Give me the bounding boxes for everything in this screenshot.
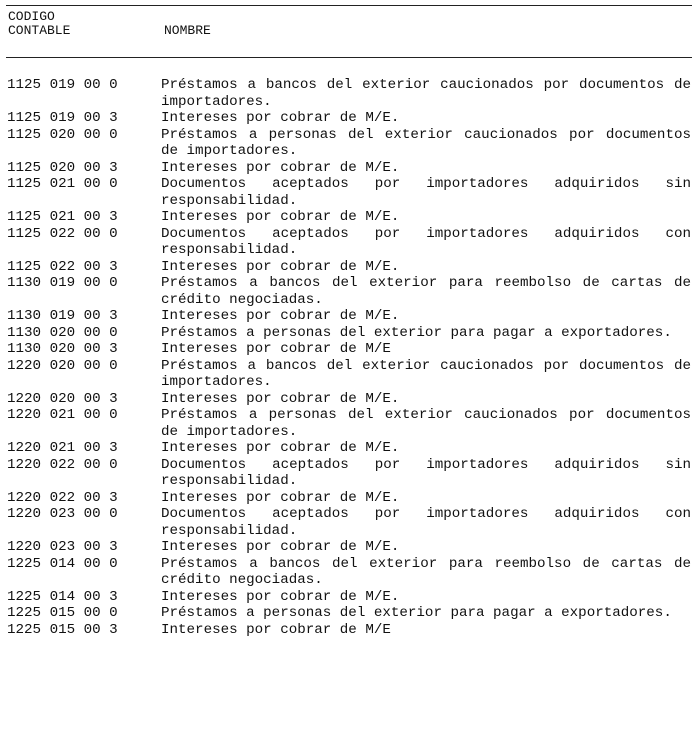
table-row xyxy=(7,77,691,110)
account-list xyxy=(7,77,691,638)
account-name: Préstamos a personas del exterior caucionados por documentos de importadores. xyxy=(161,126,691,159)
account-name: Intereses por cobrar de M/E. xyxy=(161,209,400,225)
account-name: Préstamos a bancos del exterior caucionados por documentos de importadores. xyxy=(161,357,691,390)
column-header-code xyxy=(8,10,70,38)
account-name: Intereses por cobrar de M/E xyxy=(161,341,391,357)
account-code: 1130 020 00 0 xyxy=(7,324,118,341)
account-code: 1225 015 00 3 xyxy=(7,621,118,638)
table-row xyxy=(7,110,691,127)
table-row xyxy=(7,160,691,177)
table-row xyxy=(7,341,691,358)
account-code: 1130 020 00 3 xyxy=(7,341,118,357)
table-row xyxy=(7,605,691,622)
table-row xyxy=(7,622,691,639)
account-code: 1125 022 00 3 xyxy=(7,258,118,275)
table-row xyxy=(7,275,691,308)
table-row xyxy=(7,556,691,589)
column-header-code-line1: CODIGO xyxy=(8,9,55,24)
column-header-name: NOMBRE xyxy=(164,23,211,38)
account-name: Intereses por cobrar de M/E. xyxy=(161,258,400,275)
account-name: Préstamos a personas del exterior para pagar a exportadores. xyxy=(161,605,672,621)
account-name: Intereses por cobrar de M/E. xyxy=(161,159,400,176)
account-name: Préstamos a bancos del exterior para reembolso de cartas de crédito negociadas. xyxy=(161,275,691,308)
account-code: 1220 021 00 3 xyxy=(7,440,118,456)
table-row xyxy=(7,391,691,408)
header-top-rule xyxy=(6,5,692,6)
account-code: 1125 019 00 3 xyxy=(7,110,118,126)
account-code: 1225 014 00 3 xyxy=(7,588,118,605)
account-name: Documentos aceptados por importadores adquiridos con responsabilidad. xyxy=(161,506,691,539)
table-row xyxy=(7,358,691,391)
table-row xyxy=(7,325,691,342)
account-name: Intereses por cobrar de M/E. xyxy=(161,308,400,324)
column-header-code-line2: CONTABLE xyxy=(8,23,71,38)
table-row xyxy=(7,226,691,259)
account-code: 1220 020 00 3 xyxy=(7,390,118,407)
account-name: Intereses por cobrar de M/E. xyxy=(161,539,400,555)
account-code: 1125 021 00 0 xyxy=(7,176,118,192)
account-code: 1125 022 00 0 xyxy=(7,225,118,242)
account-name: Documentos aceptados por importadores adquiridos sin responsabilidad. xyxy=(161,176,691,209)
account-code: 1125 021 00 3 xyxy=(7,209,118,225)
account-code: 1220 021 00 0 xyxy=(7,407,118,423)
table-row xyxy=(7,176,691,209)
account-code: 1125 020 00 3 xyxy=(7,159,118,176)
table-row xyxy=(7,308,691,325)
account-name: Intereses por cobrar de M/E xyxy=(161,621,391,638)
account-name: Préstamos a bancos del exterior caucionados por documentos de importadores. xyxy=(161,77,691,110)
account-code: 1220 022 00 3 xyxy=(7,489,118,506)
account-code: 1225 015 00 0 xyxy=(7,605,118,621)
account-name: Intereses por cobrar de M/E. xyxy=(161,440,400,456)
table-row xyxy=(7,127,691,160)
account-name: Documentos aceptados por importadores adquiridos con responsabilidad. xyxy=(161,225,691,258)
table-row xyxy=(7,259,691,276)
account-name: Documentos aceptados por importadores adquiridos sin responsabilidad. xyxy=(161,456,691,489)
account-code: 1225 014 00 0 xyxy=(7,555,118,572)
table-row xyxy=(7,209,691,226)
header-bottom-rule xyxy=(6,57,692,58)
table-row xyxy=(7,539,691,556)
account-code: 1220 023 00 0 xyxy=(7,506,118,522)
account-code: 1125 019 00 0 xyxy=(7,77,118,93)
table-row xyxy=(7,589,691,606)
table-row xyxy=(7,490,691,507)
account-name: Préstamos a personas del exterior caucionados por documentos de importadores. xyxy=(161,407,691,440)
account-name: Intereses por cobrar de M/E. xyxy=(161,588,400,605)
account-name: Intereses por cobrar de M/E. xyxy=(161,390,400,407)
account-name: Intereses por cobrar de M/E. xyxy=(161,489,400,506)
account-code: 1130 019 00 3 xyxy=(7,308,118,324)
account-code: 1125 020 00 0 xyxy=(7,126,118,143)
table-row xyxy=(7,506,691,539)
account-code: 1130 019 00 0 xyxy=(7,275,118,291)
account-code: 1220 023 00 3 xyxy=(7,539,118,555)
account-name: Préstamos a bancos del exterior para reembolso de cartas de crédito negociadas. xyxy=(161,555,691,588)
account-code: 1220 020 00 0 xyxy=(7,357,118,374)
table-row xyxy=(7,407,691,440)
account-name: Intereses por cobrar de M/E. xyxy=(161,110,400,126)
account-code: 1220 022 00 0 xyxy=(7,456,118,473)
table-row xyxy=(7,457,691,490)
table-row xyxy=(7,440,691,457)
account-name: Préstamos a personas del exterior para pagar a exportadores. xyxy=(161,324,672,341)
